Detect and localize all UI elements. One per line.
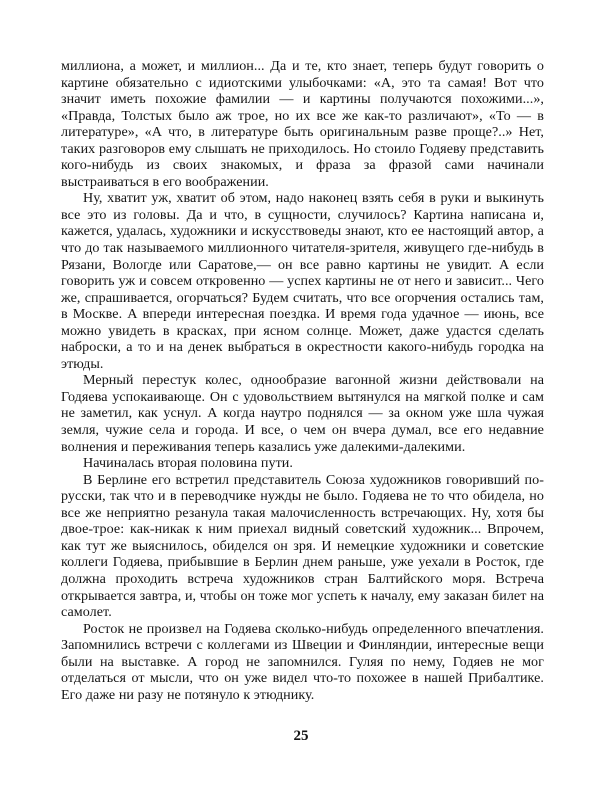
paragraph-train-journey: Мерный перестук колес, однообразие вагонной жизни действовали на Годяева успокаивающе. Он с удовольствием вытянулся на мягкой полке и сам не заметил, как уснул. А когда наутро поднялся — за окном уже шла чужая земля, чужие села и города. И все, о чем он вчера думал, все его недавние волнения и переживания теперь казались уже далекими-далекими. [61,372,544,455]
paragraph-berlin: В Берлине его встретил представитель Союза художников говоривший по-русски, так что и в переводчике нужды не было. Годяева не то что обидела, но все же неприятно резанула такая малочисленность встречающих. Ну, хотя бы двое-трое: как-никак к ним приехал видный советский художник... Впрочем, как тут же выяснилось, обиделся он зря. И немецкие художники и советские коллеги Годяева, прибывшие в Берлин днем раньше, уже уехали в Росток, где должна проходить встреча художников стран Балтийского моря. Встреча открывается завтра, и, чтобы он тоже мог успеть к началу, ему заказан билет на самолет. [61,471,544,621]
page-number: 25 [293,728,309,744]
paragraph-second-half: Начиналась вторая половина пути. [83,455,293,472]
paragraph-rostock: Росток не произвел на Годяева сколько-нибудь определенного впечатления. Запомнились встречи с коллегами из Швеции и Финляндии, интересные вещи были на выставке. А город не запомнился. Гуляя по нему, Годяев не мог отделаться от мысли, что он уже видел что-то похожее в нашей Прибалтике. Его даже ни разу не потянуло к этюднику. [61,620,544,703]
paragraph-enough-about-it: Ну, хватит уж, хватит об этом, надо наконец взять себя в руки и выкинуть все это из головы. Да и что, в сущности, случилось? Картина написана и, кажется, удалась, художники и искусствоведы знают, кто ее настоящий автор, а что до так называемого миллионного читателя-зрителя, живущего где-нибудь в Рязани, Вологде или Саратове,— он все равно картины не увидит. А если говорить уж и совсем откровенно — успех картины не от него и зависит... Чего же, спрашивается, огорчаться? Будем считать, что все огорчения остались там, в Москве. А впереди интересная поездка. И время года удачное — июнь, все можно увидеть в красках, при ясном солнце. Может, даже удастся сделать наброски, а то и на денек выбраться в окрестности какого-нибудь городка на этюды. [61,190,544,372]
book-page-text [61,58,544,703]
paragraph-continuation: миллиона, а может, и миллион... Да и те, кто знает, теперь будут говорить о картине обязательно с идиотскими улыбочками: «А, это та самая! Вот что значит иметь похожие фамилии — и картины получаются похожими...», «Правда, Толстых было аж трое, но их все же как-то различают», «То — в литературе», «А что, в литературе быть оригинальным разве проще?..» Нет, таких разговоров ему слышать не приходилось. Но стоило Годяеву представить кого-нибудь из своих знакомых, и фраза за фразой сами начинали выстраиваться в его воображении. [61,58,544,190]
